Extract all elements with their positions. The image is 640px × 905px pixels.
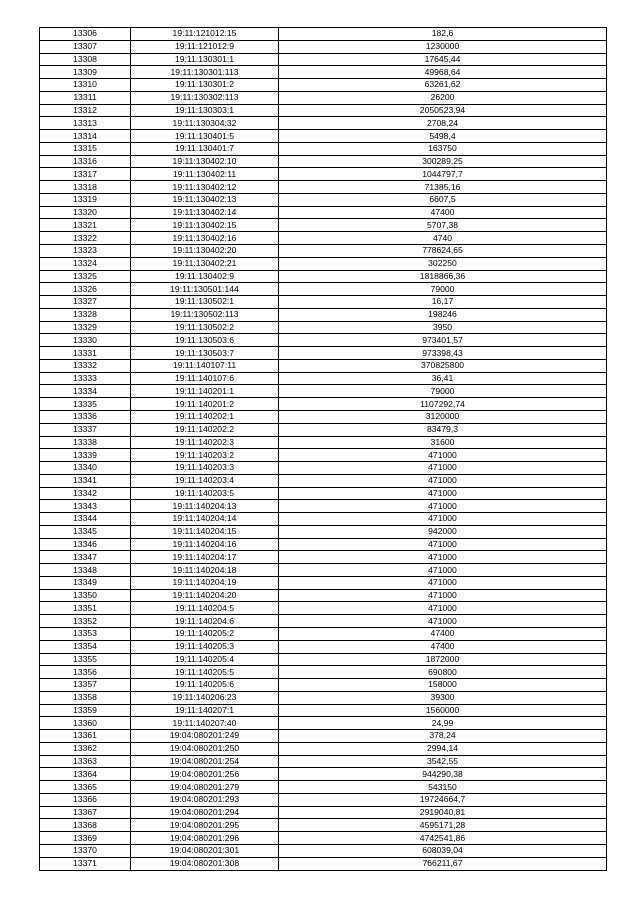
table-row: [40, 193, 607, 206]
value-cell: 163750: [279, 142, 607, 155]
table-row: [40, 104, 607, 117]
table-row: [40, 755, 607, 768]
cadastral-number-cell: 19:11:140107:11: [131, 359, 279, 372]
row-number-cell: 13339: [40, 449, 131, 462]
row-number-cell: 13360: [40, 717, 131, 730]
value-cell: 3542,55: [279, 755, 607, 768]
table-row: [40, 142, 607, 155]
value-cell: 47400: [279, 627, 607, 640]
row-number-cell: 13322: [40, 232, 131, 245]
table-row: [40, 666, 607, 679]
cadastral-number-cell: 19:11:130402:21: [131, 257, 279, 270]
value-cell: 1107292,74: [279, 398, 607, 411]
cadastral-number-cell: 19:11:130402:13: [131, 193, 279, 206]
value-cell: 49968,64: [279, 66, 607, 79]
row-number-cell: 13310: [40, 79, 131, 92]
table-row: [40, 423, 607, 436]
cadastral-number-cell: 19:11:140207:40: [131, 717, 279, 730]
value-cell: 3950: [279, 321, 607, 334]
row-number-cell: 13369: [40, 832, 131, 845]
row-number-cell: 13325: [40, 270, 131, 283]
table-row: [40, 487, 607, 500]
cadastral-number-cell: 19:11:130502:113: [131, 308, 279, 321]
row-number-cell: 13320: [40, 206, 131, 219]
cadastral-number-cell: 19:11:140202:2: [131, 423, 279, 436]
table-row: [40, 410, 607, 423]
table-row: [40, 551, 607, 564]
table-row: [40, 79, 607, 92]
row-number-cell: 13349: [40, 576, 131, 589]
cadastral-number-cell: 19:11:140203:2: [131, 449, 279, 462]
value-cell: 471000: [279, 602, 607, 615]
table-row: [40, 117, 607, 130]
table-row: [40, 704, 607, 717]
table-row: [40, 283, 607, 296]
value-cell: 471000: [279, 564, 607, 577]
cadastral-number-cell: 19:11:130503:6: [131, 334, 279, 347]
table-row: [40, 40, 607, 53]
row-number-cell: 13314: [40, 130, 131, 143]
row-number-cell: 13354: [40, 640, 131, 653]
table-row: [40, 296, 607, 309]
cadastral-number-cell: 19:11:140205:2: [131, 627, 279, 640]
value-cell: 471000: [279, 513, 607, 526]
table-row: [40, 206, 607, 219]
value-cell: 16,17: [279, 296, 607, 309]
value-cell: 1872000: [279, 653, 607, 666]
cadastral-number-cell: 19:11:140107:6: [131, 372, 279, 385]
cadastral-number-cell: 19:11:140205:5: [131, 666, 279, 679]
cadastral-number-cell: 19:11:140204:20: [131, 589, 279, 602]
value-cell: 79000: [279, 283, 607, 296]
table-row: [40, 334, 607, 347]
row-number-cell: 13315: [40, 142, 131, 155]
cadastral-number-cell: 19:11:130402:20: [131, 245, 279, 258]
table-row: [40, 627, 607, 640]
cadastral-number-cell: 19:04:080201:301: [131, 845, 279, 858]
value-cell: 158000: [279, 679, 607, 692]
row-number-cell: 13358: [40, 691, 131, 704]
value-cell: 2919040,81: [279, 806, 607, 819]
row-number-cell: 13334: [40, 385, 131, 398]
value-cell: 471000: [279, 449, 607, 462]
table-row: [40, 53, 607, 66]
table-row: [40, 449, 607, 462]
table-row: [40, 321, 607, 334]
table-row: [40, 385, 607, 398]
table-row: [40, 245, 607, 258]
cadastral-number-cell: 19:11:140202:3: [131, 436, 279, 449]
cadastral-number-cell: 19:11:140204:5: [131, 602, 279, 615]
value-cell: 543150: [279, 781, 607, 794]
value-cell: 973401,57: [279, 334, 607, 347]
cadastral-number-cell: 19:11:140205:4: [131, 653, 279, 666]
row-number-cell: 13364: [40, 768, 131, 781]
table-row: [40, 474, 607, 487]
cadastral-number-cell: 19:11:130402:16: [131, 232, 279, 245]
table-row: [40, 66, 607, 79]
value-cell: 4595171,28: [279, 819, 607, 832]
table-row: [40, 181, 607, 194]
table-row: [40, 232, 607, 245]
table-row: [40, 781, 607, 794]
row-number-cell: 13345: [40, 525, 131, 538]
row-number-cell: 13347: [40, 551, 131, 564]
row-number-cell: 13321: [40, 219, 131, 232]
row-number-cell: 13346: [40, 538, 131, 551]
table-row: [40, 525, 607, 538]
row-number-cell: 13355: [40, 653, 131, 666]
table-row: [40, 679, 607, 692]
value-cell: 1818866,36: [279, 270, 607, 283]
row-number-cell: 13329: [40, 321, 131, 334]
row-number-cell: 13340: [40, 462, 131, 475]
value-cell: 690800: [279, 666, 607, 679]
row-number-cell: 13313: [40, 117, 131, 130]
row-number-cell: 13330: [40, 334, 131, 347]
value-cell: 17645,44: [279, 53, 607, 66]
table-row: [40, 257, 607, 270]
cadastral-number-cell: 19:11:140203:3: [131, 462, 279, 475]
row-number-cell: 13309: [40, 66, 131, 79]
value-cell: 5707,38: [279, 219, 607, 232]
cadastral-number-cell: 19:11:140204:14: [131, 513, 279, 526]
table-row: [40, 270, 607, 283]
value-cell: 302250: [279, 257, 607, 270]
row-number-cell: 13323: [40, 245, 131, 258]
cadastral-number-cell: 19:11:140201:2: [131, 398, 279, 411]
cadastral-number-cell: 19:11:140205:3: [131, 640, 279, 653]
row-number-cell: 13362: [40, 742, 131, 755]
cadastral-number-cell: 19:11:130402:9: [131, 270, 279, 283]
cadastral-number-cell: 19:11:130402:15: [131, 219, 279, 232]
cadastral-number-cell: 19:11:130302:113: [131, 91, 279, 104]
row-number-cell: 13344: [40, 513, 131, 526]
row-number-cell: 13331: [40, 347, 131, 360]
value-cell: 4742541,86: [279, 832, 607, 845]
value-cell: 3120000: [279, 410, 607, 423]
table-row: [40, 28, 607, 41]
value-cell: 31600: [279, 436, 607, 449]
cadastral-number-cell: 19:11:130502:2: [131, 321, 279, 334]
row-number-cell: 13356: [40, 666, 131, 679]
value-cell: 471000: [279, 576, 607, 589]
row-number-cell: 13328: [40, 308, 131, 321]
value-cell: 47400: [279, 206, 607, 219]
table-row: [40, 653, 607, 666]
table-row: [40, 219, 607, 232]
cadastral-number-cell: 19:11:140204:17: [131, 551, 279, 564]
cadastral-number-cell: 19:04:080201:254: [131, 755, 279, 768]
row-number-cell: 13306: [40, 28, 131, 41]
cadastral-number-cell: 19:04:080201:279: [131, 781, 279, 794]
value-cell: 471000: [279, 538, 607, 551]
cadastral-number-cell: 19:11:121012:15: [131, 28, 279, 41]
row-number-cell: 13350: [40, 589, 131, 602]
cadastral-number-cell: 19:11:130402:10: [131, 155, 279, 168]
row-number-cell: 13370: [40, 845, 131, 858]
row-number-cell: 13353: [40, 627, 131, 640]
table-row: [40, 168, 607, 181]
row-number-cell: 13335: [40, 398, 131, 411]
row-number-cell: 13337: [40, 423, 131, 436]
cadastral-number-cell: 19:11:130402:14: [131, 206, 279, 219]
cadastral-number-cell: 19:04:080201:296: [131, 832, 279, 845]
cadastral-number-cell: 19:11:140204:19: [131, 576, 279, 589]
table-row: [40, 717, 607, 730]
cadastral-number-cell: 19:11:140204:16: [131, 538, 279, 551]
table-row: [40, 615, 607, 628]
cadastral-number-cell: 19:11:130301:1: [131, 53, 279, 66]
cadastral-number-cell: 19:11:130501:144: [131, 283, 279, 296]
value-cell: 1230000: [279, 40, 607, 53]
cadastral-number-cell: 19:11:140201:1: [131, 385, 279, 398]
value-cell: 39300: [279, 691, 607, 704]
cadastral-number-cell: 19:11:130502:1: [131, 296, 279, 309]
table-row: [40, 730, 607, 743]
table-row: [40, 742, 607, 755]
row-number-cell: 13365: [40, 781, 131, 794]
row-number-cell: 13308: [40, 53, 131, 66]
table-row: [40, 130, 607, 143]
row-number-cell: 13359: [40, 704, 131, 717]
value-cell: 378,24: [279, 730, 607, 743]
row-number-cell: 13326: [40, 283, 131, 296]
table-row: [40, 806, 607, 819]
value-cell: 471000: [279, 551, 607, 564]
row-number-cell: 13324: [40, 257, 131, 270]
row-number-cell: 13332: [40, 359, 131, 372]
value-cell: 24,99: [279, 717, 607, 730]
table-row: [40, 564, 607, 577]
value-cell: 942000: [279, 525, 607, 538]
table-row: [40, 832, 607, 845]
value-cell: 608039,04: [279, 845, 607, 858]
row-number-cell: 13338: [40, 436, 131, 449]
table-row: [40, 513, 607, 526]
cadastral-number-cell: 19:11:140205:6: [131, 679, 279, 692]
row-number-cell: 13341: [40, 474, 131, 487]
row-number-cell: 13368: [40, 819, 131, 832]
row-number-cell: 13351: [40, 602, 131, 615]
value-cell: 5498,4: [279, 130, 607, 143]
cadastral-number-cell: 19:11:130304:32: [131, 117, 279, 130]
cadastral-number-cell: 19:11:130401:7: [131, 142, 279, 155]
value-cell: 26200: [279, 91, 607, 104]
value-cell: 1044797,7: [279, 168, 607, 181]
row-number-cell: 13352: [40, 615, 131, 628]
row-number-cell: 13343: [40, 500, 131, 513]
table-row: [40, 845, 607, 858]
value-cell: 47400: [279, 640, 607, 653]
table-row: [40, 768, 607, 781]
value-cell: 1560000: [279, 704, 607, 717]
table-body: [40, 28, 607, 871]
value-cell: 471000: [279, 474, 607, 487]
value-cell: 83479,3: [279, 423, 607, 436]
table-row: [40, 819, 607, 832]
value-cell: 4740: [279, 232, 607, 245]
cadastral-number-cell: 19:11:140207:1: [131, 704, 279, 717]
value-cell: 198246: [279, 308, 607, 321]
value-cell: 370825800: [279, 359, 607, 372]
cadastral-number-cell: 19:04:080201:295: [131, 819, 279, 832]
value-cell: 973398,43: [279, 347, 607, 360]
cadastral-number-cell: 19:04:080201:308: [131, 857, 279, 870]
value-cell: 471000: [279, 500, 607, 513]
cadastral-number-cell: 19:11:140203:4: [131, 474, 279, 487]
value-cell: 182,6: [279, 28, 607, 41]
cadastral-number-cell: 19:11:130402:12: [131, 181, 279, 194]
value-cell: 300289,25: [279, 155, 607, 168]
row-number-cell: 13316: [40, 155, 131, 168]
value-cell: 471000: [279, 462, 607, 475]
row-number-cell: 13333: [40, 372, 131, 385]
table-row: [40, 347, 607, 360]
row-number-cell: 13366: [40, 793, 131, 806]
value-cell: 2994,14: [279, 742, 607, 755]
cadastral-number-cell: 19:04:080201:294: [131, 806, 279, 819]
value-cell: 6607,5: [279, 193, 607, 206]
table-row: [40, 359, 607, 372]
value-cell: 19724664,7: [279, 793, 607, 806]
value-cell: 944290,38: [279, 768, 607, 781]
cadastral-number-cell: 19:04:080201:250: [131, 742, 279, 755]
row-number-cell: 13319: [40, 193, 131, 206]
table-row: [40, 91, 607, 104]
row-number-cell: 13311: [40, 91, 131, 104]
value-cell: 2050523,94: [279, 104, 607, 117]
cadastral-number-cell: 19:11:130301:113: [131, 66, 279, 79]
cadastral-number-cell: 19:11:140204:15: [131, 525, 279, 538]
cadastral-number-cell: 19:04:080201:293: [131, 793, 279, 806]
cadastral-number-cell: 19:11:130401:5: [131, 130, 279, 143]
cadastral-number-cell: 19:11:140202:1: [131, 410, 279, 423]
cadastral-number-cell: 19:11:140203:5: [131, 487, 279, 500]
table-row: [40, 155, 607, 168]
cadastral-number-cell: 19:11:130303:1: [131, 104, 279, 117]
table-row: [40, 691, 607, 704]
row-number-cell: 13342: [40, 487, 131, 500]
row-number-cell: 13307: [40, 40, 131, 53]
cadastral-number-cell: 19:04:080201:249: [131, 730, 279, 743]
cadastral-number-cell: 19:11:140204:18: [131, 564, 279, 577]
value-cell: 71385,16: [279, 181, 607, 194]
table-row: [40, 500, 607, 513]
cadastral-number-cell: 19:11:121012:9: [131, 40, 279, 53]
table-row: [40, 308, 607, 321]
table-row: [40, 640, 607, 653]
value-cell: 63261,62: [279, 79, 607, 92]
value-cell: 471000: [279, 487, 607, 500]
row-number-cell: 13361: [40, 730, 131, 743]
value-cell: 36,41: [279, 372, 607, 385]
cadastral-value-table: [39, 27, 607, 871]
table-row: [40, 538, 607, 551]
table-row: [40, 589, 607, 602]
table-row: [40, 602, 607, 615]
cadastral-number-cell: 19:11:140206:23: [131, 691, 279, 704]
row-number-cell: 13371: [40, 857, 131, 870]
value-cell: 79000: [279, 385, 607, 398]
row-number-cell: 13327: [40, 296, 131, 309]
cadastral-number-cell: 19:11:130503:7: [131, 347, 279, 360]
value-cell: 766211,67: [279, 857, 607, 870]
table-row: [40, 793, 607, 806]
table-row: [40, 462, 607, 475]
row-number-cell: 13363: [40, 755, 131, 768]
row-number-cell: 13318: [40, 181, 131, 194]
row-number-cell: 13336: [40, 410, 131, 423]
row-number-cell: 13348: [40, 564, 131, 577]
table-row: [40, 372, 607, 385]
value-cell: 778624,65: [279, 245, 607, 258]
row-number-cell: 13357: [40, 679, 131, 692]
row-number-cell: 13317: [40, 168, 131, 181]
table-row: [40, 576, 607, 589]
value-cell: 471000: [279, 589, 607, 602]
table-row: [40, 857, 607, 870]
row-number-cell: 13367: [40, 806, 131, 819]
value-cell: 471000: [279, 615, 607, 628]
cadastral-number-cell: 19:11:140204:6: [131, 615, 279, 628]
value-cell: 2708,24: [279, 117, 607, 130]
row-number-cell: 13312: [40, 104, 131, 117]
table-row: [40, 398, 607, 411]
cadastral-number-cell: 19:04:080201:256: [131, 768, 279, 781]
cadastral-number-cell: 19:11:130402:11: [131, 168, 279, 181]
table-row: [40, 436, 607, 449]
cadastral-number-cell: 19:11:130301:2: [131, 79, 279, 92]
cadastral-number-cell: 19:11:140204:13: [131, 500, 279, 513]
